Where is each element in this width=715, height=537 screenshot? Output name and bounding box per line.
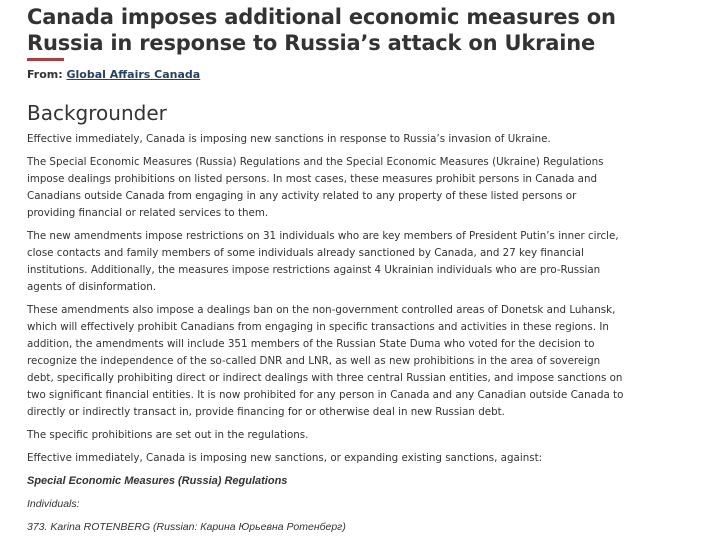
from-line bbox=[27, 68, 707, 82]
regulation-title: Special Economic Measures (Russia) Regulations bbox=[27, 475, 288, 487]
sanction-entry: 373. Karina ROTENBERG (Russian: Карина Юрьевна Ротенберг) bbox=[27, 521, 346, 533]
paragraph: The new amendments impose restrictions on 31 individuals who are key members of President Putin’s inner circle, close contacts and family members of some individuals already sanctioned by Canada, and 27 key financial institutions. Additionally, the measures impose restrictions against 4 Ukrainian individuals who are pro-Russian agents of disinformation. bbox=[27, 230, 619, 293]
page-title: Canada imposes additional economic measures on Russia in response to Russia’s attack on Ukraine bbox=[27, 5, 616, 55]
article bbox=[27, 4, 707, 536]
paragraph: Effective immediately, Canada is imposing new sanctions, or expanding existing sanctions, against: bbox=[27, 452, 543, 464]
regulation-subheading: Individuals: bbox=[27, 498, 80, 510]
title-accent-rule bbox=[27, 58, 64, 61]
from-label: From: bbox=[27, 68, 67, 81]
from-link[interactable]: Global Affairs Canada bbox=[66, 68, 201, 81]
paragraph: The Special Economic Measures (Russia) Regulations and the Special Economic Measures (Ukraine) Regulations impose dealings prohibitions on listed persons. In most cases, these measures prohibit persons in Canada and Canadians outside Canada from engaging in any activity related to any property of these listed persons or providing financial or related services to them. bbox=[27, 156, 604, 219]
section-heading: Backgrounder bbox=[27, 101, 167, 125]
body-text bbox=[27, 131, 627, 536]
paragraph: The specific prohibitions are set out in the regulations. bbox=[27, 429, 309, 441]
paragraph: Effective immediately, Canada is imposing new sanctions in response to Russia’s invasion of Ukraine. bbox=[27, 133, 551, 145]
paragraph: These amendments also impose a dealings ban on the non-government controlled areas of Donetsk and Luhansk, which will effectively prohibit Canadians from engaging in specific transactions and activities in these regions. In addition, the amendments will include 351 members of the Russian State Duma who voted for the decision to recognize the independence of the so-called DNR and LNR, as well as new prohibitions in the area of sovereign debt, specifically prohibiting direct or indirect dealings with three central Russian entities, and impose sanctions on two significant financial entities. It is now prohibited for any person in Canada and any Canadian outside Canada to directly or indirectly transact in, provide financing for or otherwise deal in new Russian debt. bbox=[27, 304, 624, 418]
